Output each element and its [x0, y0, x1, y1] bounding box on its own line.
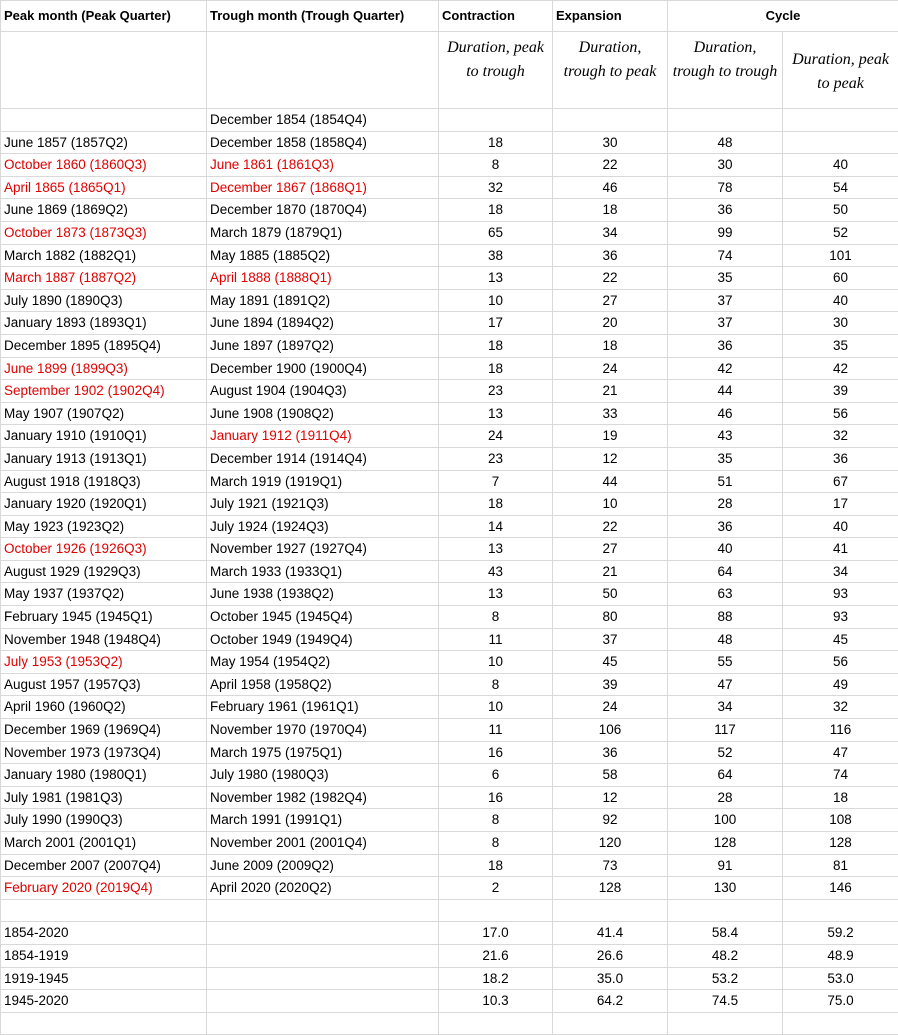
- cell-contraction: 18.2: [439, 967, 553, 990]
- cell-cycle-trough-to-trough: 117: [668, 719, 783, 742]
- cell-cycle-peak-to-peak: 56: [783, 402, 898, 425]
- table-row: [1, 357, 898, 380]
- cell-trough: December 1854 (1854Q4): [207, 109, 439, 132]
- cell-trough: December 1914 (1914Q4): [207, 447, 439, 470]
- cell-peak: January 1920 (1920Q1): [1, 493, 207, 516]
- cell-cycle-peak-to-peak: [783, 109, 898, 132]
- cell-contraction: [439, 109, 553, 132]
- cell-expansion: 24: [553, 357, 668, 380]
- cell-expansion: 58: [553, 764, 668, 787]
- cell-cycle-peak-to-peak: 59.2: [783, 922, 898, 945]
- cell-expansion: 50: [553, 583, 668, 606]
- table-row: [1, 651, 898, 674]
- table-row: [1, 583, 898, 606]
- cell-cycle-trough-to-trough: 130: [668, 877, 783, 900]
- cell-expansion: 64.2: [553, 990, 668, 1013]
- cell-expansion: 27: [553, 289, 668, 312]
- cell-cycle-trough-to-trough: 58.4: [668, 922, 783, 945]
- subheader-cycle-trough-to-trough: Duration, trough to trough: [668, 32, 783, 109]
- cell-peak: January 1910 (1910Q1): [1, 425, 207, 448]
- cell-cycle-trough-to-trough: 48.2: [668, 944, 783, 967]
- table-row: [1, 967, 898, 990]
- table-row: [1, 628, 898, 651]
- cell-cycle-peak-to-peak: 75.0: [783, 990, 898, 1013]
- cell-trough: April 1958 (1958Q2): [207, 673, 439, 696]
- table-row: [1, 515, 898, 538]
- cell-cycle-peak-to-peak: 101: [783, 244, 898, 267]
- subheader-empty: [207, 32, 439, 109]
- cell-cycle-peak-to-peak: 74: [783, 764, 898, 787]
- cell-expansion: 21: [553, 380, 668, 403]
- cell-cycle-trough-to-trough: 100: [668, 809, 783, 832]
- cell-expansion: 21: [553, 560, 668, 583]
- cell-expansion: 26.6: [553, 944, 668, 967]
- cell-cycle-peak-to-peak: 40: [783, 154, 898, 177]
- cell-trough: May 1885 (1885Q2): [207, 244, 439, 267]
- table-row: [1, 809, 898, 832]
- table-row: [1, 854, 898, 877]
- cell-peak: December 1895 (1895Q4): [1, 334, 207, 357]
- table-row: [1, 944, 898, 967]
- table-row: [1, 109, 898, 132]
- header-trough: Trough month (Trough Quarter): [207, 1, 439, 32]
- cell-peak: February 1945 (1945Q1): [1, 606, 207, 629]
- cell-expansion: 44: [553, 470, 668, 493]
- cell-peak: 1854-2020: [1, 922, 207, 945]
- cell-cycle-trough-to-trough: 44: [668, 380, 783, 403]
- cell-trough: December 1900 (1900Q4): [207, 357, 439, 380]
- cell-cycle-peak-to-peak: 128: [783, 832, 898, 855]
- cell-cycle-trough-to-trough: [668, 109, 783, 132]
- cell-expansion: 20: [553, 312, 668, 335]
- cell-expansion: 10: [553, 493, 668, 516]
- cell-cycle-trough-to-trough: 91: [668, 854, 783, 877]
- cell-trough: June 2009 (2009Q2): [207, 854, 439, 877]
- cell-peak: October 1926 (1926Q3): [1, 538, 207, 561]
- table-row: [1, 922, 898, 945]
- cell-cycle-trough-to-trough: 40: [668, 538, 783, 561]
- cell-expansion: 128: [553, 877, 668, 900]
- table-row: [1, 312, 898, 335]
- cell-trough: April 1888 (1888Q1): [207, 267, 439, 290]
- cell-cycle-peak-to-peak: 47: [783, 741, 898, 764]
- cell-trough: March 1991 (1991Q1): [207, 809, 439, 832]
- cell-trough: October 1945 (1945Q4): [207, 606, 439, 629]
- cell-peak: August 1929 (1929Q3): [1, 560, 207, 583]
- cell-peak: [1, 109, 207, 132]
- cell-expansion: 22: [553, 515, 668, 538]
- cell-contraction: 38: [439, 244, 553, 267]
- table-row: [1, 538, 898, 561]
- cell-trough: May 1891 (1891Q2): [207, 289, 439, 312]
- cell-peak: May 1907 (1907Q2): [1, 402, 207, 425]
- cell-cycle-trough-to-trough: 64: [668, 560, 783, 583]
- cell-cycle-trough-to-trough: 52: [668, 741, 783, 764]
- cell-contraction: 2: [439, 877, 553, 900]
- cell-cycle-trough-to-trough: [668, 899, 783, 922]
- cell-contraction: 17: [439, 312, 553, 335]
- cell-contraction: 11: [439, 719, 553, 742]
- cell-cycle-trough-to-trough: 64: [668, 764, 783, 787]
- cell-cycle-trough-to-trough: 53.2: [668, 967, 783, 990]
- cell-peak: 1945-2020: [1, 990, 207, 1013]
- cell-contraction: 10: [439, 651, 553, 674]
- cell-peak: [1, 899, 207, 922]
- cell-contraction: 10.3: [439, 990, 553, 1013]
- cell-trough: [207, 967, 439, 990]
- cell-cycle-peak-to-peak: 49: [783, 673, 898, 696]
- cell-cycle-peak-to-peak: 93: [783, 606, 898, 629]
- cell-cycle-peak-to-peak: 34: [783, 560, 898, 583]
- cell-trough: August 1904 (1904Q3): [207, 380, 439, 403]
- cell-contraction: 23: [439, 380, 553, 403]
- cell-cycle-peak-to-peak: 48.9: [783, 944, 898, 967]
- cell-peak: May 1923 (1923Q2): [1, 515, 207, 538]
- header-cycle: Cycle: [668, 1, 898, 32]
- cell-expansion: 36: [553, 741, 668, 764]
- table-row: [1, 402, 898, 425]
- subheader-empty: [1, 32, 207, 109]
- header-peak: Peak month (Peak Quarter): [1, 1, 207, 32]
- cell-cycle-peak-to-peak: 50: [783, 199, 898, 222]
- cell-peak: June 1869 (1869Q2): [1, 199, 207, 222]
- header-expansion: Expansion: [553, 1, 668, 32]
- cell-contraction: 13: [439, 583, 553, 606]
- table-row: [1, 832, 898, 855]
- table-row: [1, 199, 898, 222]
- cell-cycle-trough-to-trough: 34: [668, 696, 783, 719]
- table-row: [1, 244, 898, 267]
- cell-peak: March 2001 (2001Q1): [1, 832, 207, 855]
- cell-expansion: 35.0: [553, 967, 668, 990]
- cell-trough: June 1938 (1938Q2): [207, 583, 439, 606]
- cell-cycle-trough-to-trough: 36: [668, 515, 783, 538]
- cell-cycle-peak-to-peak: 42: [783, 357, 898, 380]
- table-row: [1, 176, 898, 199]
- cell-cycle-trough-to-trough: 36: [668, 199, 783, 222]
- cell-contraction: 16: [439, 786, 553, 809]
- cell-expansion: 22: [553, 154, 668, 177]
- cell-peak: February 2020 (2019Q4): [1, 877, 207, 900]
- cell-peak: July 1890 (1890Q3): [1, 289, 207, 312]
- table-row: [1, 470, 898, 493]
- cell-cycle-peak-to-peak: 53.0: [783, 967, 898, 990]
- subheader-expansion: Duration, trough to peak: [553, 32, 668, 109]
- table-row: [1, 990, 898, 1013]
- cell-trough: [207, 922, 439, 945]
- cell-peak: March 1882 (1882Q1): [1, 244, 207, 267]
- cell-peak: October 1860 (1860Q3): [1, 154, 207, 177]
- cell-cycle-trough-to-trough: 46: [668, 402, 783, 425]
- cell-trough: November 2001 (2001Q4): [207, 832, 439, 855]
- cell-trough: December 1867 (1868Q1): [207, 176, 439, 199]
- cell-cycle-peak-to-peak: 67: [783, 470, 898, 493]
- cell-cycle-peak-to-peak: 146: [783, 877, 898, 900]
- cell-trough: December 1858 (1858Q4): [207, 131, 439, 154]
- cell-cycle-peak-to-peak: 40: [783, 515, 898, 538]
- cell-contraction: 65: [439, 221, 553, 244]
- table-row: [1, 786, 898, 809]
- cell-expansion: 19: [553, 425, 668, 448]
- cell-peak: July 1981 (1981Q3): [1, 786, 207, 809]
- cell-trough: July 1980 (1980Q3): [207, 764, 439, 787]
- cell-contraction: 13: [439, 538, 553, 561]
- cell-contraction: 18: [439, 357, 553, 380]
- cell-cycle-trough-to-trough: 128: [668, 832, 783, 855]
- cell-expansion: 12: [553, 786, 668, 809]
- cell-cycle-peak-to-peak: 36: [783, 447, 898, 470]
- cell-trough: October 1949 (1949Q4): [207, 628, 439, 651]
- cell-trough: November 1927 (1927Q4): [207, 538, 439, 561]
- table-row: [1, 221, 898, 244]
- cell-peak: 1919-1945: [1, 967, 207, 990]
- cell-cycle-peak-to-peak: 39: [783, 380, 898, 403]
- cell-cycle-trough-to-trough: 48: [668, 628, 783, 651]
- header-contraction: Contraction: [439, 1, 553, 32]
- cell-cycle-trough-to-trough: 36: [668, 334, 783, 357]
- cell-peak: December 2007 (2007Q4): [1, 854, 207, 877]
- cell-contraction: 18: [439, 131, 553, 154]
- cell-trough: [207, 944, 439, 967]
- cell-cycle-peak-to-peak: 54: [783, 176, 898, 199]
- table-row: [1, 131, 898, 154]
- cell-cycle-peak-to-peak: 32: [783, 696, 898, 719]
- cell-expansion: 24: [553, 696, 668, 719]
- cell-contraction: 16: [439, 741, 553, 764]
- cell-expansion: 80: [553, 606, 668, 629]
- header-row: [1, 1, 898, 32]
- cell-cycle-trough-to-trough: 37: [668, 289, 783, 312]
- cell-trough: June 1897 (1897Q2): [207, 334, 439, 357]
- cell-cycle-trough-to-trough: 88: [668, 606, 783, 629]
- cell-cycle-peak-to-peak: 35: [783, 334, 898, 357]
- cell-cycle-peak-to-peak: 60: [783, 267, 898, 290]
- table-row: [1, 673, 898, 696]
- cell-expansion: 27: [553, 538, 668, 561]
- cell-cycle-peak-to-peak: 52: [783, 221, 898, 244]
- cell-contraction: 43: [439, 560, 553, 583]
- cell-expansion: 41.4: [553, 922, 668, 945]
- cell-expansion: 33: [553, 402, 668, 425]
- cell-trough: July 1921 (1921Q3): [207, 493, 439, 516]
- cell-contraction: 8: [439, 832, 553, 855]
- cell-contraction: [439, 899, 553, 922]
- cell-cycle-trough-to-trough: 74.5: [668, 990, 783, 1013]
- cell-trough: November 1982 (1982Q4): [207, 786, 439, 809]
- cell-contraction: 11: [439, 628, 553, 651]
- cell-cycle-peak-to-peak: 93: [783, 583, 898, 606]
- cell-contraction: 8: [439, 809, 553, 832]
- cell-trough: April 2020 (2020Q2): [207, 877, 439, 900]
- table-row: [1, 267, 898, 290]
- cell-contraction: 10: [439, 289, 553, 312]
- cell-contraction: 18: [439, 334, 553, 357]
- cell-peak: April 1865 (1865Q1): [1, 176, 207, 199]
- cell-peak: April 1960 (1960Q2): [1, 696, 207, 719]
- cell-peak: June 1899 (1899Q3): [1, 357, 207, 380]
- table-row: [1, 741, 898, 764]
- cell-peak: July 1990 (1990Q3): [1, 809, 207, 832]
- cell-cycle-trough-to-trough: 51: [668, 470, 783, 493]
- cell-trough: [207, 990, 439, 1013]
- cell-cycle-peak-to-peak: 17: [783, 493, 898, 516]
- table-row: [1, 447, 898, 470]
- cell-cycle-peak-to-peak: 41: [783, 538, 898, 561]
- cell-contraction: 17.0: [439, 922, 553, 945]
- cell-expansion: 18: [553, 334, 668, 357]
- cell-cycle-trough-to-trough: 30: [668, 154, 783, 177]
- cell-trough: March 1879 (1879Q1): [207, 221, 439, 244]
- cell-expansion: 22: [553, 267, 668, 290]
- cell-contraction: 8: [439, 673, 553, 696]
- cell-trough: [207, 899, 439, 922]
- cell-contraction: 23: [439, 447, 553, 470]
- cell-cycle-trough-to-trough: 28: [668, 786, 783, 809]
- cell-expansion: 12: [553, 447, 668, 470]
- cell-trough: March 1975 (1975Q1): [207, 741, 439, 764]
- cell-cycle-trough-to-trough: 47: [668, 673, 783, 696]
- cell-trough: March 1933 (1933Q1): [207, 560, 439, 583]
- cell-cycle-peak-to-peak: 81: [783, 854, 898, 877]
- table-row: [1, 877, 898, 900]
- cell-expansion: 120: [553, 832, 668, 855]
- table-row: [1, 493, 898, 516]
- cell-cycle-trough-to-trough: 42: [668, 357, 783, 380]
- cell-cycle-trough-to-trough: 63: [668, 583, 783, 606]
- table-row: [1, 334, 898, 357]
- cell-trough: June 1894 (1894Q2): [207, 312, 439, 335]
- cell-expansion: 18: [553, 199, 668, 222]
- cell-peak: July 1953 (1953Q2): [1, 651, 207, 674]
- cell-peak: December 1969 (1969Q4): [1, 719, 207, 742]
- cell-contraction: 13: [439, 267, 553, 290]
- table-body: [1, 109, 898, 1035]
- cell-peak: November 1948 (1948Q4): [1, 628, 207, 651]
- cell-contraction: 18: [439, 493, 553, 516]
- cell-expansion: [553, 899, 668, 922]
- cell-cycle-trough-to-trough: 55: [668, 651, 783, 674]
- cell-peak: November 1973 (1973Q4): [1, 741, 207, 764]
- cell-expansion: 106: [553, 719, 668, 742]
- cell-contraction: 7: [439, 470, 553, 493]
- table-row: [1, 154, 898, 177]
- cell-cycle-peak-to-peak: 116: [783, 719, 898, 742]
- cell-contraction: 10: [439, 696, 553, 719]
- cell-cycle-trough-to-trough: 37: [668, 312, 783, 335]
- cell-cycle-trough-to-trough: 78: [668, 176, 783, 199]
- cell-expansion: 34: [553, 221, 668, 244]
- cell-expansion: 37: [553, 628, 668, 651]
- cell-trough: June 1861 (1861Q3): [207, 154, 439, 177]
- cell-contraction: 21.6: [439, 944, 553, 967]
- cell-expansion: 39: [553, 673, 668, 696]
- cell-trough: May 1954 (1954Q2): [207, 651, 439, 674]
- cell-peak: June 1857 (1857Q2): [1, 131, 207, 154]
- table-row: [1, 380, 898, 403]
- cell-peak: 1854-1919: [1, 944, 207, 967]
- table-row: [1, 899, 898, 922]
- cell-contraction: 8: [439, 606, 553, 629]
- cell-cycle-peak-to-peak: 40: [783, 289, 898, 312]
- subheader-contraction: Duration, peak to trough: [439, 32, 553, 109]
- cell-expansion: [553, 109, 668, 132]
- cell-expansion: 46: [553, 176, 668, 199]
- cell-peak: October 1873 (1873Q3): [1, 221, 207, 244]
- cell-contraction: 14: [439, 515, 553, 538]
- cell-expansion: 30: [553, 131, 668, 154]
- cell-expansion: 36: [553, 244, 668, 267]
- cell-cycle-trough-to-trough: 35: [668, 447, 783, 470]
- cell-peak: May 1937 (1937Q2): [1, 583, 207, 606]
- cell-cycle-peak-to-peak: 56: [783, 651, 898, 674]
- cell-cycle-peak-to-peak: 45: [783, 628, 898, 651]
- cell-cycle-peak-to-peak: 32: [783, 425, 898, 448]
- cell-cycle-trough-to-trough: 74: [668, 244, 783, 267]
- cell-peak: January 1893 (1893Q1): [1, 312, 207, 335]
- cell-cycle-trough-to-trough: 99: [668, 221, 783, 244]
- cell-contraction: 6: [439, 764, 553, 787]
- cell-expansion: 92: [553, 809, 668, 832]
- cell-peak: January 1913 (1913Q1): [1, 447, 207, 470]
- cell-contraction: 18: [439, 854, 553, 877]
- cell-trough: March 1919 (1919Q1): [207, 470, 439, 493]
- table-row: [1, 764, 898, 787]
- cell-cycle-trough-to-trough: 28: [668, 493, 783, 516]
- table-row: [1, 560, 898, 583]
- cell-cycle-peak-to-peak: 108: [783, 809, 898, 832]
- cell-cycle-trough-to-trough: 48: [668, 131, 783, 154]
- cell-contraction: 24: [439, 425, 553, 448]
- table-row: [1, 696, 898, 719]
- cell-peak: March 1887 (1887Q2): [1, 267, 207, 290]
- cell-expansion: 73: [553, 854, 668, 877]
- cell-trough: June 1908 (1908Q2): [207, 402, 439, 425]
- cell-trough: January 1912 (1911Q4): [207, 425, 439, 448]
- table-row: [1, 425, 898, 448]
- cell-cycle-peak-to-peak: 30: [783, 312, 898, 335]
- subheader-row: [1, 32, 898, 109]
- cell-cycle-peak-to-peak: [783, 131, 898, 154]
- cell-contraction: 13: [439, 402, 553, 425]
- subheader-cycle-peak-to-peak: Duration, peak to peak: [783, 32, 898, 109]
- cell-contraction: 18: [439, 199, 553, 222]
- cell-trough: July 1924 (1924Q3): [207, 515, 439, 538]
- cell-peak: January 1980 (1980Q1): [1, 764, 207, 787]
- cell-cycle-trough-to-trough: 35: [668, 267, 783, 290]
- cell-peak: August 1918 (1918Q3): [1, 470, 207, 493]
- cell-contraction: 32: [439, 176, 553, 199]
- cell-trough: November 1970 (1970Q4): [207, 719, 439, 742]
- cell-cycle-peak-to-peak: 18: [783, 786, 898, 809]
- cell-peak: September 1902 (1902Q4): [1, 380, 207, 403]
- cell-contraction: 8: [439, 154, 553, 177]
- cell-cycle-peak-to-peak: [783, 899, 898, 922]
- table-row: [1, 289, 898, 312]
- cell-expansion: 45: [553, 651, 668, 674]
- table-row: [1, 606, 898, 629]
- cell-peak: August 1957 (1957Q3): [1, 673, 207, 696]
- table-row: [1, 719, 898, 742]
- cell-trough: December 1870 (1870Q4): [207, 199, 439, 222]
- cell-trough: February 1961 (1961Q1): [207, 696, 439, 719]
- cell-cycle-trough-to-trough: 43: [668, 425, 783, 448]
